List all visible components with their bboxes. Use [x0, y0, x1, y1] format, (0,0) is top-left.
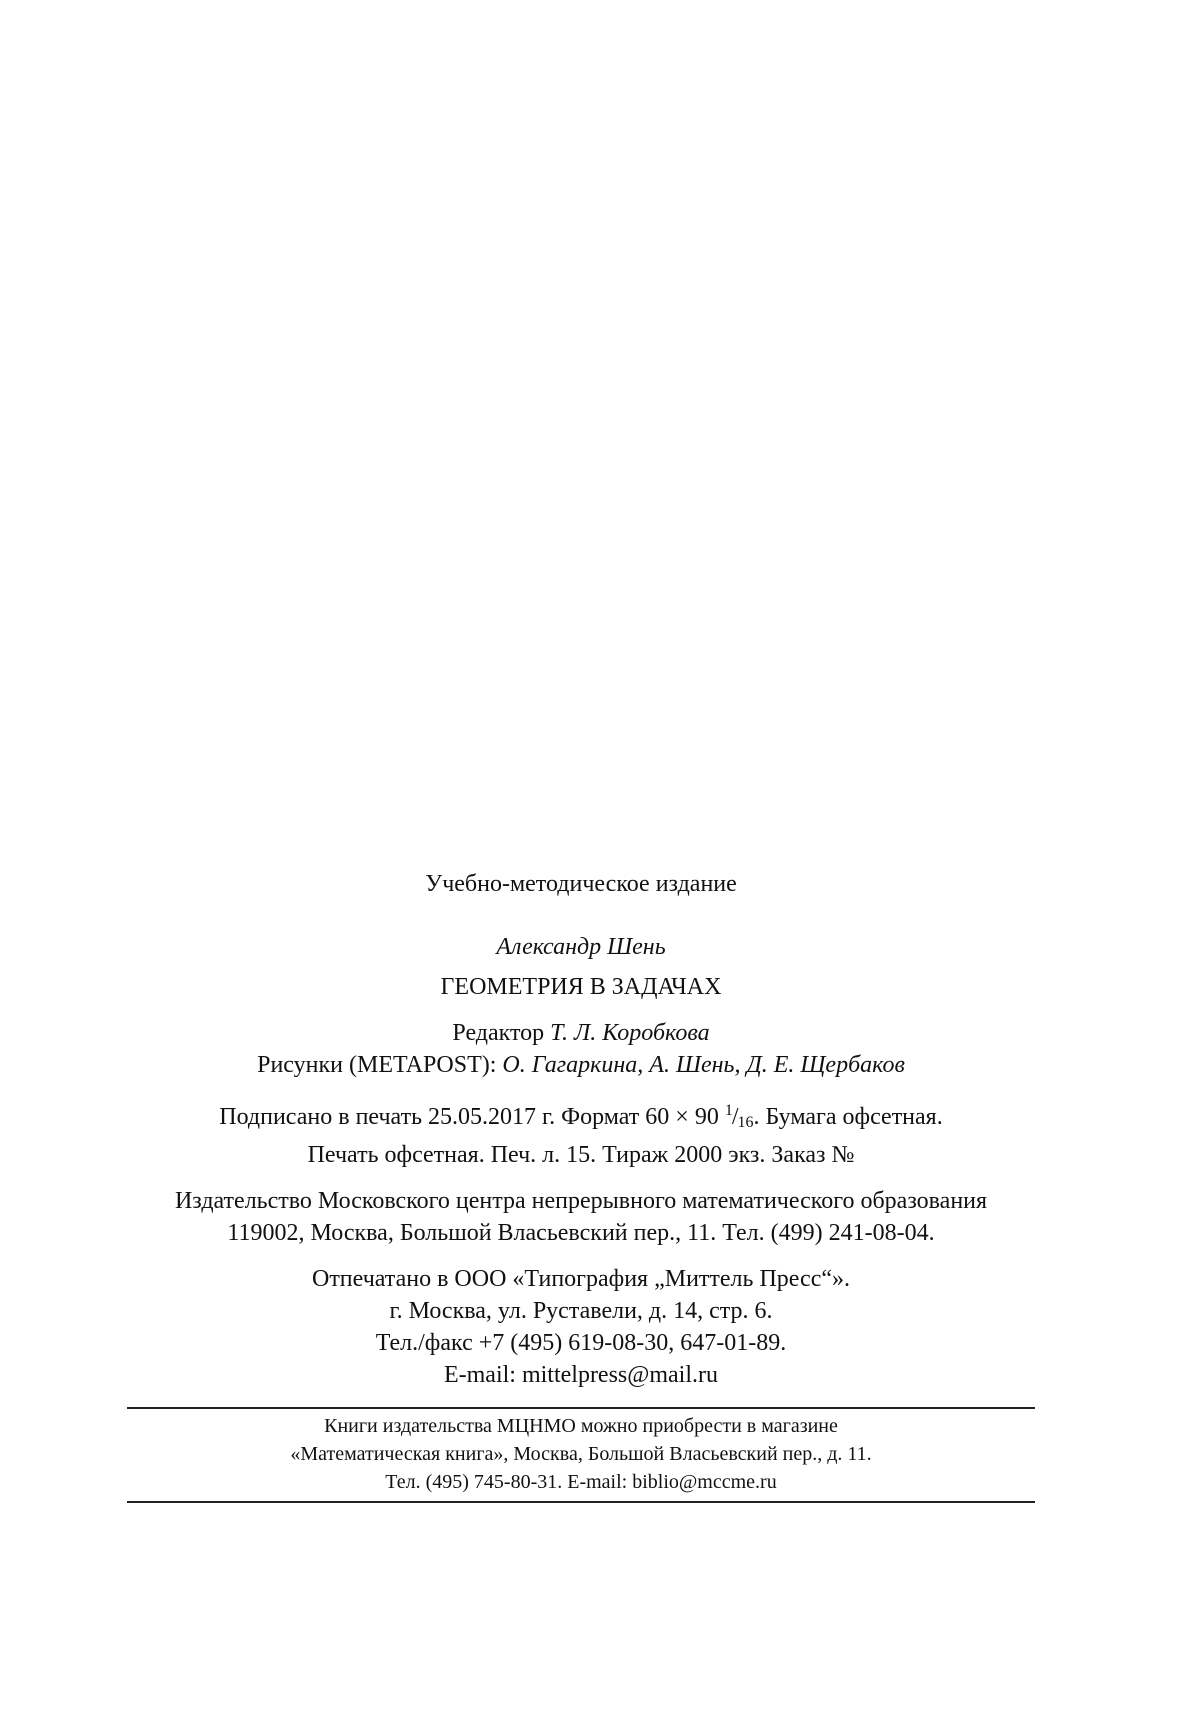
book-title: ГЕОМЕТРИЯ В ЗАДАЧАХ: [440, 974, 722, 1000]
author-name: Александр Шень: [496, 934, 666, 960]
bookstore-line-3: Тел. (495) 745-80-31. E-mail: biblio@mccme.ru: [385, 1471, 777, 1493]
publisher-name: Издательство Московского центра непрерывного математического образования: [174, 1188, 988, 1214]
edition-type: Учебно-методическое издание: [425, 871, 737, 897]
bookstore-notice: [127, 1412, 1035, 1496]
illustrations-line: [127, 1049, 1035, 1081]
editor-label: Редактор: [452, 1020, 545, 1046]
editor-line: [127, 1017, 1035, 1049]
bookstore-line-2: «Математическая книга», Москва, Большой Власьевский пер., д. 11.: [290, 1443, 872, 1465]
format-denominator: 16: [737, 1114, 754, 1131]
editor-name: Т. Л. Коробкова: [550, 1020, 710, 1046]
print-signed: Подписано в печать 25.05.2017 г. Формат 60 × 90: [219, 1104, 719, 1130]
bookstore-line-1: Книги издательства МЦНМО можно приобрести в магазине: [324, 1415, 838, 1437]
print-paper: . Бумага офсетная.: [753, 1104, 943, 1130]
print-info-line-1: [127, 1095, 1035, 1139]
format-fraction: $^1$/16: [724, 1102, 754, 1131]
divider-bottom: [127, 1501, 1035, 1503]
illustrations-names: О. Гагаркина, А. Шень, Д. Е. Щербаков: [502, 1052, 905, 1078]
format-numerator: 1: [724, 1102, 733, 1119]
illustrations-label: Рисунки (METAPOST):: [257, 1052, 497, 1078]
printer-phone: Тел./факс +7 (495) 619-08-30, 647-01-89.: [375, 1330, 787, 1356]
printer-name: Отпечатано в ООО «Типография „Миттель Пресс“».: [311, 1266, 851, 1292]
colophon: [127, 868, 1035, 1391]
print-info-line-2: Печать офсетная. Печ. л. 15. Тираж 2000 экз. Заказ №: [307, 1142, 855, 1168]
divider-top: [127, 1407, 1035, 1409]
printer-email: E-mail: mittelpress@mail.ru: [443, 1362, 719, 1388]
printer-address: г. Москва, ул. Руставели, д. 14, стр. 6.: [389, 1298, 773, 1324]
publisher-address: 119002, Москва, Большой Власьевский пер., 11. Тел. (499) 241-08-04.: [227, 1220, 935, 1246]
